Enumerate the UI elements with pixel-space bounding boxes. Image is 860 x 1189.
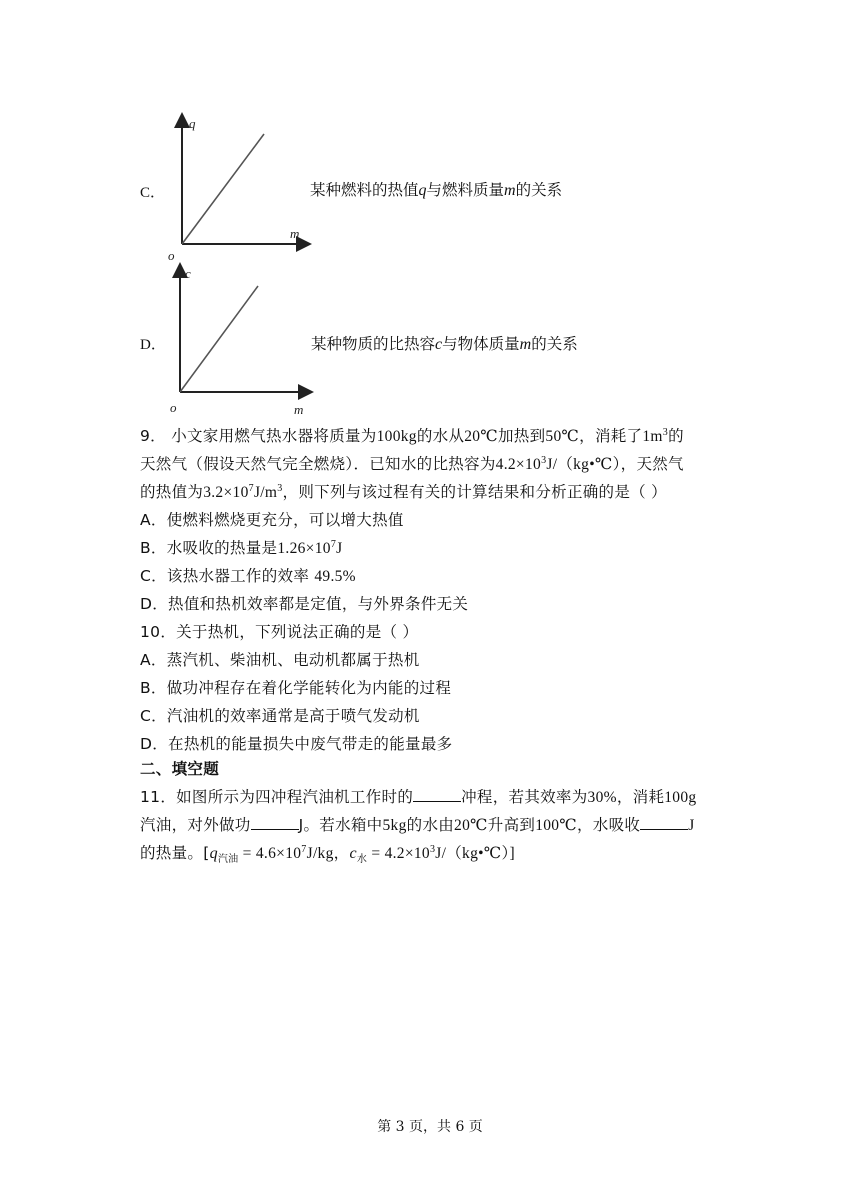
graph-d-c-vs-m xyxy=(160,262,320,420)
q9-line2: 天然气（假设天然气完全燃烧）．已知水的比热容为$4.2\times 10^3J/(kg•℃)$，天然气 xyxy=(140,454,684,473)
option-c-letter: C． xyxy=(140,185,166,201)
graph-d-line xyxy=(180,286,258,392)
q10-option-d: D．在热机的能量损失中废气带走的能量最多 xyxy=(140,735,453,753)
q9-option-a: A．使燃料燃烧更充分，可以增大热值 xyxy=(140,511,404,529)
graph-d-x-label: m xyxy=(294,402,304,417)
graph-c-x-label: m xyxy=(290,226,300,241)
graph-d-origin: o xyxy=(170,400,177,415)
q10-option-c: C．汽油机的效率通常是高于喷气发动机 xyxy=(140,707,420,725)
graph-c-line xyxy=(182,134,264,244)
graph-c-q-vs-m xyxy=(162,112,312,262)
page-footer: 第 3 页，共 6 页 xyxy=(377,1119,483,1135)
q9-line1: 9． 小文家用燃气热水器将质量为100kg的水从20℃加热到50℃，消耗了$1m^3$的 xyxy=(140,426,684,445)
q11-line1: 11．如图所示为四冲程汽油机工作时的 冲程，若其效率为30%，消耗100g xyxy=(140,788,697,806)
q10-option-a: A．蒸汽机、柴油机、电动机都属于热机 xyxy=(140,651,420,669)
q10-stem: 10．关于热机，下列说法正确的是（ ） xyxy=(140,623,419,641)
graph-c-origin: o xyxy=(168,248,175,262)
q11-line2: 汽油，对外做功 J。若水箱中5kg的水由20℃升高到100℃，水吸收 J xyxy=(140,816,695,834)
q11-blank-heat[interactable] xyxy=(640,815,688,830)
q11-line3: 的热量。[$q_{汽油} = 4.6\times 10^7J/kg$，$c_水$ = $4.2\times 10^3J/(kg•℃)$] xyxy=(140,843,516,866)
graph-d-y-label: c xyxy=(185,266,191,281)
q11-blank-stroke[interactable] xyxy=(413,787,461,802)
q9-option-b: B．水吸收的热量是$1.26\times 10^7J$ xyxy=(140,538,343,557)
q9-option-c: C．该热水器工作的效率 49.5% xyxy=(140,567,356,585)
q9-option-d: D．热值和热机效率都是定值，与外界条件无关 xyxy=(140,595,469,613)
q11-blank-work[interactable] xyxy=(251,815,299,830)
graph-d-caption: 某种物质的比热容c与物体质量m的关系 xyxy=(311,335,578,353)
graph-c-caption: 某种燃料的热值q与燃料质量m的关系 xyxy=(310,181,563,199)
graph-c-y-label: q xyxy=(189,116,196,131)
q9-line3: 的热值为$3.2\times 10^7J/m^3$，则下列与该过程有关的计算结果和分析正确的是（ ） xyxy=(140,482,667,501)
option-d-letter: D． xyxy=(140,337,166,353)
q10-option-b: B．做功冲程存在着化学能转化为内能的过程 xyxy=(140,679,452,697)
section-title: 二、填空题 xyxy=(140,760,220,778)
